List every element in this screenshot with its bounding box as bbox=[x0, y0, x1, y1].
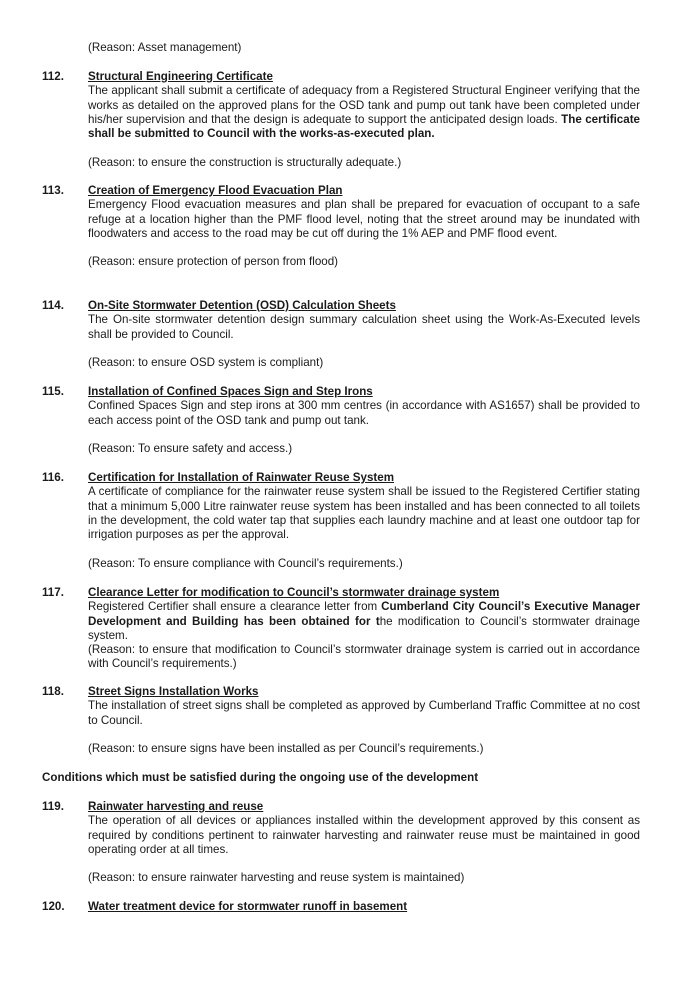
condition-number: 117. bbox=[42, 586, 64, 599]
condition-112 bbox=[42, 70, 642, 170]
condition-text: Confined Spaces Sign and step irons at 300 mm centres (in accordance with AS1657) shall be provided to each access point of the OSD tank and pump out tank. bbox=[88, 399, 640, 427]
condition-reason: (Reason: ensure protection of person from flood) bbox=[88, 255, 339, 269]
condition-115 bbox=[42, 385, 642, 456]
condition-text: The operation of all devices or appliances installed within the development approved by this consent as required by conditions pertinent to rainwater harvesting and rainwater reuse must be maintained in good operating order at all times. bbox=[88, 814, 640, 856]
condition-title: Installation of Confined Spaces Sign and Step Irons bbox=[88, 385, 373, 398]
condition-120 bbox=[42, 900, 642, 914]
condition-title: Water treatment device for stormwater runoff in basement bbox=[88, 900, 408, 913]
condition-reason: (Reason: To ensure compliance with Council’s requirements.) bbox=[88, 556, 403, 570]
condition-reason: (Reason: to ensure that modification to Council’s stormwater drainage system is carried out in accordance with Council’s requirements.) bbox=[88, 643, 640, 671]
condition-text: The applicant shall submit a certificate of adequacy from a Registered Structural Engineer verifying that the works as detailed on the approved plans for the OSD tank and pump out tank have been completed under his/her supervision and that the design is adequate to support the anticipated design loads. The certificate shall be submitted to Council with the works-as-executed plan. bbox=[88, 84, 640, 141]
condition-title: Rainwater harvesting and reuse bbox=[88, 800, 264, 813]
condition-title: Street Signs Installation Works bbox=[88, 685, 259, 698]
condition-reason: (Reason: to ensure OSD system is compliant) bbox=[88, 356, 324, 370]
condition-text: Emergency Flood evacuation measures and plan shall be prepared for evacuation of occupant to a safe refuge at a location higher than the PMF flood level, noting that the street around may be inundated with floodwaters and access to the road may be cut off during the 1% AEP and PMF flood event. bbox=[88, 198, 640, 240]
condition-text: The installation of street signs shall be completed as approved by Cumberland Traffic Committee at no cost to Council. bbox=[88, 699, 640, 727]
condition-reason: (Reason: to ensure rainwater harvesting and reuse system is maintained) bbox=[88, 871, 465, 885]
condition-119 bbox=[42, 800, 642, 886]
condition-113 bbox=[42, 184, 642, 270]
condition-number: 119. bbox=[42, 800, 64, 813]
condition-114 bbox=[42, 299, 642, 370]
condition-text: The On-site stormwater detention design summary calculation sheet using the Work-As-Executed levels shall be provided to Council. bbox=[88, 313, 640, 341]
condition-reason: (Reason: to ensure the construction is structurally adequate.) bbox=[88, 155, 402, 169]
condition-title: Creation of Emergency Flood Evacuation Plan bbox=[88, 184, 343, 197]
condition-title: Clearance Letter for modification to Council’s stormwater drainage system bbox=[88, 586, 500, 599]
condition-number: 116. bbox=[42, 471, 64, 484]
condition-117 bbox=[42, 586, 642, 672]
condition-116 bbox=[42, 471, 642, 571]
condition-number: 113. bbox=[42, 184, 64, 197]
condition-reason: (Reason: to ensure signs have been installed as per Council’s requirements.) bbox=[88, 742, 484, 756]
condition-number: 112. bbox=[42, 70, 64, 83]
condition-text: Registered Certifier shall ensure a clearance letter from Cumberland City Council’s Executive Manager Development and Building has been obtained for the modification to Council’s stormwater drainage system. bbox=[88, 600, 641, 642]
condition-text: A certificate of compliance for the rainwater reuse system shall be issued to the Registered Certifier stating that a minimum 5,000 Litre rainwater reuse system has been installed and has been connected to all toilets in the development, the cold water tap that supplies each laundry machine and at least one outdoor tap for irrigation purposes as per the approval. bbox=[88, 485, 640, 542]
condition-118 bbox=[42, 685, 642, 756]
condition-number: 115. bbox=[42, 385, 64, 398]
condition-number: 118. bbox=[42, 685, 64, 698]
condition-number: 114. bbox=[42, 299, 64, 312]
condition-reason: (Reason: To ensure safety and access.) bbox=[88, 442, 293, 456]
condition-title: On-Site Stormwater Detention (OSD) Calculation Sheets bbox=[88, 299, 396, 312]
condition-title: Structural Engineering Certificate bbox=[88, 70, 273, 83]
reason-asset-management: (Reason: Asset management) bbox=[88, 41, 242, 54]
condition-title: Certification for Installation of Rainwater Reuse System bbox=[88, 471, 395, 484]
condition-number: 120. bbox=[42, 900, 65, 913]
section-heading: Conditions which must be satisfied during the ongoing use of the development bbox=[42, 771, 479, 784]
